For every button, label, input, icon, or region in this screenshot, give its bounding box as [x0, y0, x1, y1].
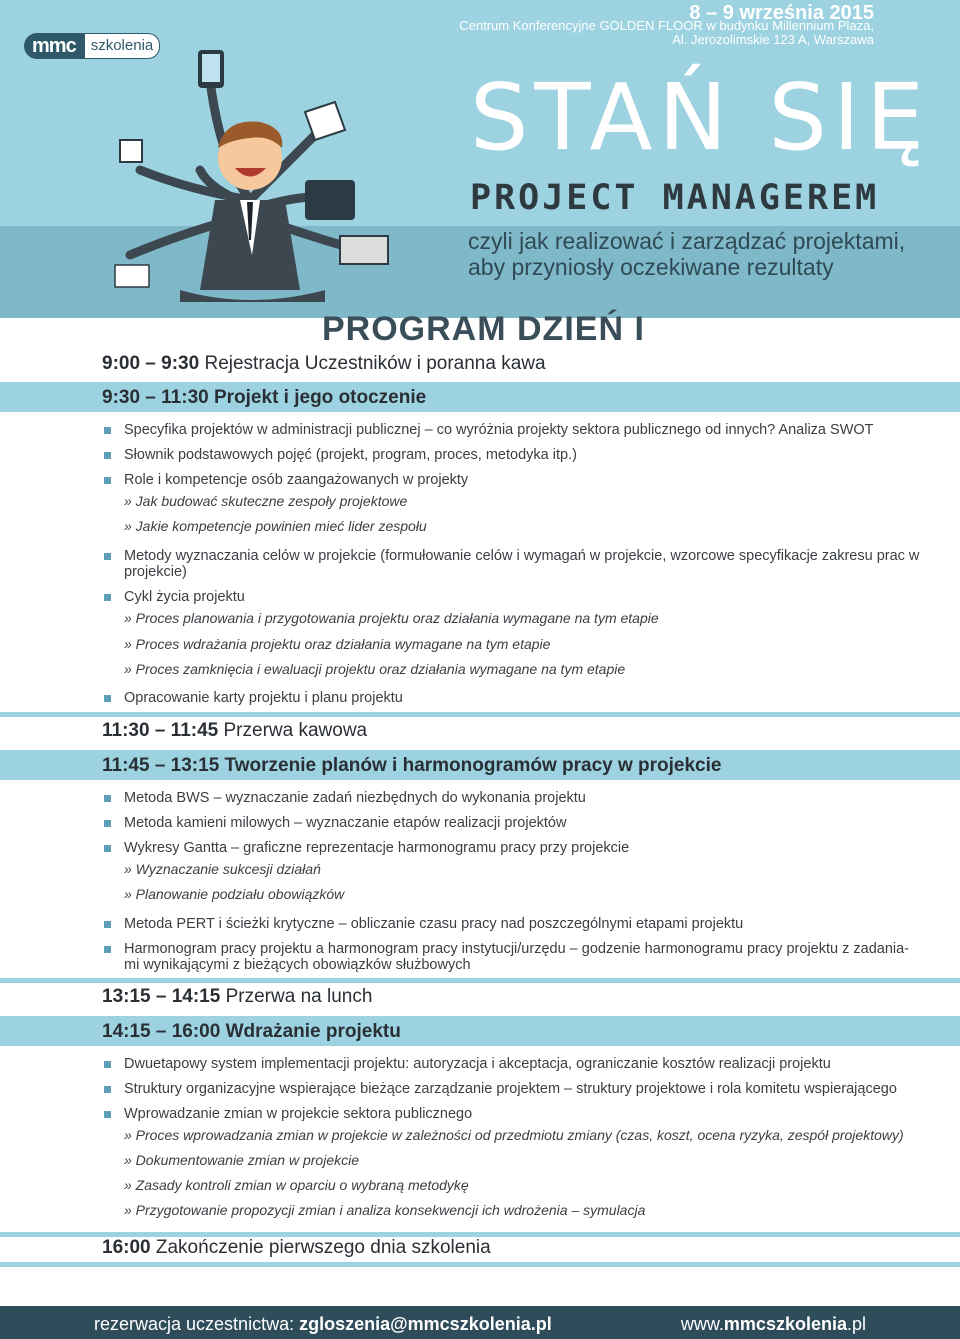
bullet-icon	[104, 452, 111, 459]
sub-item: » Proces wprowadzania zmian w projekcie w zależności od przedmiotu zmiany (czas, koszt, ocena ryzyka, zespół projektowy)	[124, 1127, 904, 1143]
list-item: Dwuetapowy system implementacji projektu: autoryzacja i akceptacja, ograniczanie kosztów realizacji projektu	[124, 1056, 831, 1072]
manager-illustration-icon	[100, 40, 400, 310]
subheadline: PROJECT MANAGEREM	[470, 178, 880, 218]
session-time: 11:30 – 11:45	[102, 720, 219, 741]
divider	[0, 712, 960, 717]
event-place	[454, 19, 874, 47]
session-label: Przerwa kawowa	[218, 720, 368, 741]
list-item: Metoda kamieni milowych – wyznaczanie etapów realizacji projektów	[124, 815, 567, 831]
session-label: Rejestracja Uczestników i poranna kawa	[199, 353, 546, 374]
sub-item: » Proces wdrażania projektu oraz działania wymagane na tym etapie	[124, 636, 551, 652]
session-label: Wdrażanie projektu	[220, 1021, 401, 1042]
sub-item: » Przygotowanie propozycji zmian i analiza konsekwencji ich wdrożenia – symulacja	[124, 1202, 646, 1218]
tagline	[468, 228, 948, 280]
session-time: 13:15 – 14:15	[102, 986, 221, 1007]
list-item: Wprowadzanie zmian w projekcie sektora publicznego	[124, 1106, 473, 1122]
session-implementation	[102, 1021, 401, 1043]
tagline-line2: aby przyniosły oczekiwane rezultaty	[468, 254, 834, 280]
session-label: Zakończenie pierwszego dnia szkolenia	[150, 1237, 491, 1258]
website-prefix: www.	[680, 1314, 724, 1334]
bullet-icon	[104, 553, 111, 560]
bullet-icon	[104, 795, 111, 802]
session-coffee-break	[102, 720, 367, 742]
bullet-icon	[104, 1061, 111, 1068]
sub-item: » Proces planowania i przygotowania projektu oraz działania wymagane na tym etapie	[124, 610, 659, 626]
list-item: Role i kompetencje osób zaangażowanych w projekty	[124, 472, 469, 488]
bullet-icon	[104, 594, 111, 601]
bullet-icon	[104, 427, 111, 434]
website-name: mmcszkolenia	[723, 1314, 847, 1334]
session-planning	[102, 755, 721, 777]
email-link[interactable]: zgloszenia@mmcszkolenia.pl	[299, 1314, 552, 1334]
session-registration	[102, 353, 546, 375]
hero-banner	[0, 0, 960, 318]
bullet-icon	[104, 946, 111, 953]
sub-item: » Proces zamknięcia i ewaluacji projektu oraz działania wymagane na tym etapie	[124, 661, 626, 677]
program-title: PROGRAM DZIEŃ I	[322, 310, 645, 348]
reservation-info	[94, 1314, 552, 1335]
divider	[0, 978, 960, 983]
list-item: Struktury organizacyjne wspierające bieżące zarządzanie projektem – struktury projektowe i rola komitetu wspierającego	[124, 1081, 897, 1097]
event-place-line2: Al. Jerozolimskie 123 A, Warszawa	[672, 32, 874, 47]
list-item: Wykresy Gantta – graficzne reprezentacje harmonogramu pracy przy projekcie	[124, 840, 630, 856]
bullet-icon	[104, 921, 111, 928]
bullet-icon	[104, 1111, 111, 1118]
session-label: Projekt i jego otoczenie	[208, 387, 427, 408]
list-item: Harmonogram pracy projektu a harmonogram pracy instytucji/urzędu – godzenie harmonogramu pracy projektu z zadania-mi wynikającymi z bieżących obowiązków służbowych	[124, 941, 909, 973]
bullet-icon	[104, 695, 111, 702]
bullet-icon	[104, 845, 111, 852]
sub-item: » Jakie kompetencje powinien mieć lider zespołu	[124, 518, 427, 534]
session-lunch	[102, 986, 372, 1008]
sub-item: » Planowanie podziału obowiązków	[124, 886, 345, 902]
list-item: Metoda BWS – wyznaczanie zadań niezbędnych do wykonania projektu	[124, 790, 586, 806]
logo-mmc-text: mmc	[24, 33, 84, 59]
event-date: 8 – 9 września 2015	[689, 2, 874, 24]
sub-item: » Wyznaczanie sukcesji działań	[124, 861, 321, 877]
session-closing	[102, 1237, 491, 1259]
tagline-line1: czyli jak realizować i zarządzać projektami,	[468, 228, 906, 254]
website-suffix: .pl	[846, 1314, 866, 1334]
list-item: Metoda PERT i ścieżki krytyczne – obliczanie czasu pracy nad poszczególnymi etapami projektu	[124, 916, 744, 932]
session-time: 14:15 – 16:00	[102, 1021, 221, 1042]
bullet-icon	[104, 820, 111, 827]
bullet-icon	[104, 477, 111, 484]
reservation-label: rezerwacja uczestnictwa:	[94, 1314, 295, 1334]
sub-item: » Zasady kontroli zmian w oparciu o wybraną metodykę	[124, 1177, 469, 1193]
session-project-environment	[102, 387, 426, 409]
session-time: 11:45 – 13:15	[102, 755, 220, 776]
session-label: Przerwa na lunch	[220, 986, 373, 1007]
sub-item: » Jak budować skuteczne zespoły projektowe	[124, 493, 408, 509]
footer	[0, 1306, 960, 1339]
website-link[interactable]	[681, 1314, 866, 1335]
session-time: 9:00 – 9:30	[102, 353, 200, 374]
session-label: Tworzenie planów i harmonogramów pracy w projekcie	[219, 755, 722, 776]
list-item: Specyfika projektów w administracji publicznej – co wyróżnia projekty sektora publicznego od innych? Analiza SWOT	[124, 422, 874, 438]
divider	[0, 1262, 960, 1267]
list-item: Słownik podstawowych pojęć (projekt, program, proces, metodyka itp.)	[124, 447, 577, 463]
list-item: Cykl życia projektu	[124, 589, 245, 605]
list-item: Metody wyznaczania celów w projekcie (formułowanie celów i wymagań w projekcie, wzorcowe specyfikacje zakresu prac w projekcie)	[124, 548, 920, 580]
session-time: 16:00	[102, 1237, 151, 1258]
bullet-icon	[104, 1086, 111, 1093]
headline: STAŃ SIĘ	[470, 64, 931, 171]
list-item: Opracowanie karty projektu i planu projektu	[124, 690, 403, 706]
event-place-line1: Centrum Konferencyjne GOLDEN FLOOR w budynku Millennium Plaza,	[459, 18, 874, 33]
sub-item: » Dokumentowanie zmian w projekcie	[124, 1152, 359, 1168]
session-time: 9:30 – 11:30	[102, 387, 209, 408]
logo-szkolenia-text: szkolenia	[84, 33, 161, 59]
